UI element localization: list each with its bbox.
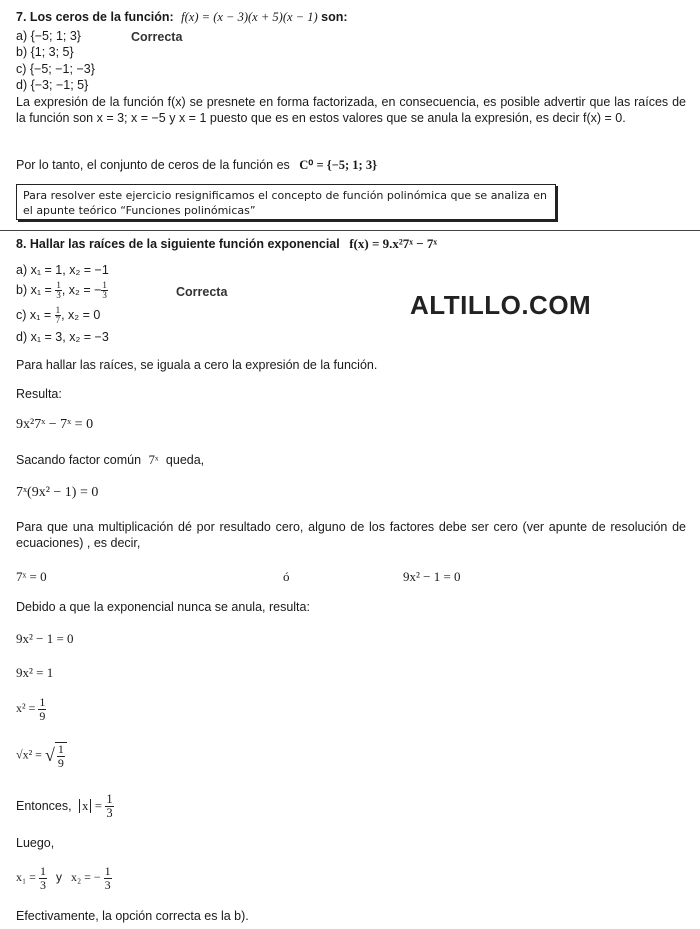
- q8-function: f(x) = 9.x²7ˣ − 7ˣ: [349, 236, 438, 251]
- section-divider: [0, 230, 700, 231]
- q7-option-c: c) {−5; −1; −3}: [16, 62, 95, 76]
- q7-option-d: d) {−3; −1; 5}: [16, 78, 89, 92]
- q8-equation-5: 9x² = 1: [16, 665, 54, 680]
- q8-resulta: Resulta:: [16, 387, 62, 401]
- q8-title: 8. Hallar las raíces de la siguiente función exponencial f(x) = 9.x²7ˣ − 7ˣ: [16, 236, 438, 251]
- q8-correct-label: Correcta: [176, 285, 228, 299]
- q7-option-b: b) {1; 3; 5}: [16, 45, 74, 59]
- q8-equation-3-or: ó: [283, 569, 290, 584]
- q8-option-c: c) x₁ = $\frac{1}{7}$ , x₂ = 0: [16, 305, 101, 326]
- q8-option-b: b) x₁ = $\frac{1}{3}$ , x₂ = − $\frac{1}{3}$: [16, 280, 107, 301]
- q8-entonces: Entonces, x = $\frac{1}{3}$: [16, 792, 113, 821]
- q8-final: Efectivamente, la opción correcta es la b).: [16, 909, 249, 923]
- q7-title: 7. Los ceros de la función: f(x) = (x − 3)(x + 5)(x − 1) son:: [16, 10, 348, 24]
- watermark: ALTILLO.COM: [410, 290, 592, 320]
- q8-equation-1: 9x²7ˣ − 7ˣ = 0: [16, 417, 94, 432]
- q8-option-a: a) x₁ = 1, x₂ = −1: [16, 263, 109, 277]
- q8-step-3: Para que una multiplicación dé por resultado cero, alguno de los factores debe ser cero (ver apunte de resolución de ecuaciones) , es decir,: [16, 520, 686, 550]
- q7-explanation: La expresión de la función f(x) se presnete en forma factorizada, en consecuencia, es posible advertir que las raíces de la función son x = 3; x = −5 y x = 1 puesto que es en estos valores que se anula la expresión, es decir f(x) = 0.: [16, 95, 686, 125]
- q8-equation-7: √x² = √ $\frac{1}{9}$: [16, 742, 67, 769]
- q7-function: f(x) = (x − 3)(x + 5)(x − 1): [181, 10, 318, 24]
- q8-step-2: Sacando factor común 7ˣ queda,: [16, 453, 205, 467]
- q7-option-a: a) {−5; 1; 3}: [16, 29, 81, 43]
- q7-conclusion-math: C⁰ = {−5; 1; 3}: [299, 158, 377, 172]
- q8-step-4: Debido a que la exponencial nunca se anula, resulta:: [16, 600, 310, 614]
- q8-equation-9: x₁ = $\frac{1}{3}$ y x₂ = − $\frac{1}{3}$: [16, 864, 111, 892]
- q8-equation-2: 7ˣ(9x² − 1) = 0: [16, 485, 99, 500]
- q7-note-box: Para resolver este ejercicio resignificamos el concepto de función polinómica que se analiza en el apunte teórico “Funciones polinómicas”: [16, 184, 556, 220]
- q8-step-1: Para hallar las raíces, se iguala a cero la expresión de la función.: [16, 358, 378, 372]
- q8-equation-6: x² = $\frac{1}{9}$: [16, 695, 46, 723]
- q8-luego: Luego,: [16, 836, 55, 850]
- q7-correct-label: Correcta: [131, 30, 183, 44]
- q8-equation-3-left: 7ˣ = 0: [16, 569, 47, 584]
- q7-conclusion: Por lo tanto, el conjunto de ceros de la función es C⁰ = {−5; 1; 3}: [16, 158, 377, 172]
- q8-equation-4: 9x² − 1 = 0: [16, 631, 74, 646]
- q8-equation-3-right: 9x² − 1 = 0: [403, 569, 461, 584]
- q7-title-end: son:: [321, 10, 348, 24]
- q8-option-d: d) x₁ = 3, x₂ = −3: [16, 330, 109, 344]
